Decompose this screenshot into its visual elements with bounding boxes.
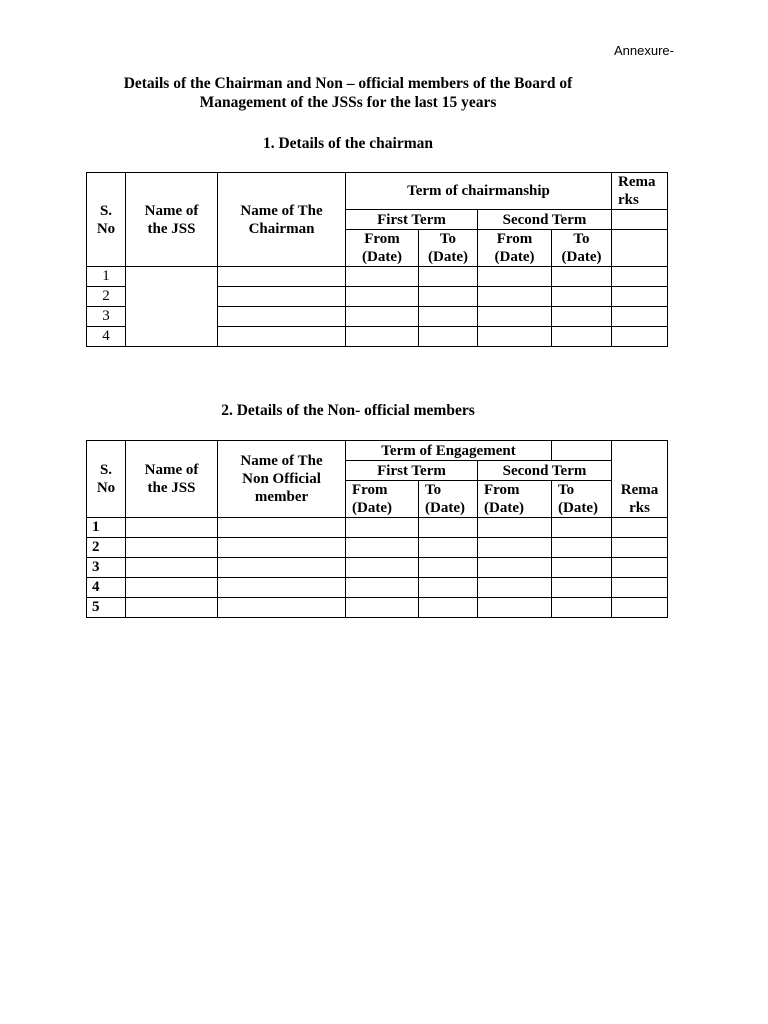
member-name-cell[interactable]	[218, 558, 346, 578]
document-title	[0, 74, 696, 112]
second-to-cell[interactable]	[552, 598, 612, 618]
first-term-header: First Term	[346, 210, 478, 230]
first-from-cell[interactable]	[346, 267, 419, 287]
remarks-cell[interactable]	[612, 558, 668, 578]
second-term-header: Second Term	[478, 210, 612, 230]
first-from-cell[interactable]	[346, 598, 419, 618]
annexure-label: Annexure-	[614, 43, 674, 58]
first-to-cell[interactable]	[419, 287, 478, 307]
section2-heading: 2. Details of the Non- official members	[221, 402, 475, 419]
first-to-cell[interactable]	[419, 538, 478, 558]
table-row	[87, 518, 668, 538]
second-from-header: From (Date)	[478, 230, 552, 267]
first-from-cell[interactable]	[346, 518, 419, 538]
second-to-cell[interactable]	[552, 518, 612, 538]
chairman-table	[86, 172, 668, 347]
remarks-blank-cell	[612, 230, 668, 267]
remarks-blank-cell	[612, 210, 668, 230]
sno-header: S. No	[87, 173, 126, 267]
second-to-cell[interactable]	[552, 578, 612, 598]
remarks-cell[interactable]	[612, 327, 668, 347]
chairman-name-cell[interactable]	[218, 267, 346, 287]
jss-name-cell[interactable]	[126, 267, 218, 347]
second-to-cell[interactable]	[552, 538, 612, 558]
first-to-cell[interactable]	[419, 327, 478, 347]
jss-name-cell[interactable]	[126, 598, 218, 618]
second-to-cell[interactable]	[552, 558, 612, 578]
term-header: Term of Engagement	[346, 441, 552, 461]
sno-cell: 4	[87, 327, 126, 347]
remarks-cell[interactable]	[612, 307, 668, 327]
remarks-header: Rema rks	[612, 173, 668, 210]
second-from-cell[interactable]	[478, 287, 552, 307]
jss-name-cell[interactable]	[126, 518, 218, 538]
remarks-cell[interactable]	[612, 267, 668, 287]
jss-name-header: Name of the JSS	[126, 441, 218, 518]
second-to-cell[interactable]	[552, 267, 612, 287]
first-from-cell[interactable]	[346, 287, 419, 307]
member-name-cell[interactable]	[218, 518, 346, 538]
second-to-cell[interactable]	[552, 307, 612, 327]
second-from-cell[interactable]	[478, 538, 552, 558]
first-from-cell[interactable]	[346, 578, 419, 598]
chairman-name-cell[interactable]	[218, 327, 346, 347]
table-row	[87, 558, 668, 578]
sno-cell: 1	[87, 267, 126, 287]
first-from-cell[interactable]	[346, 307, 419, 327]
document-title-line-2: Management of the JSSs for the last 15 years	[199, 94, 497, 111]
first-to-cell[interactable]	[419, 598, 478, 618]
first-from-cell[interactable]	[346, 558, 419, 578]
first-to-cell[interactable]	[419, 518, 478, 538]
jss-name-cell[interactable]	[126, 538, 218, 558]
non-official-members-table	[86, 440, 668, 618]
table-row	[87, 267, 668, 287]
remarks-cell[interactable]	[612, 598, 668, 618]
section1-heading: 1. Details of the chairman	[262, 135, 434, 152]
remarks-cell[interactable]	[612, 538, 668, 558]
table-row	[87, 538, 668, 558]
first-term-header: First Term	[346, 461, 478, 481]
sno-cell: 2	[87, 287, 126, 307]
second-from-cell[interactable]	[478, 518, 552, 538]
sno-cell: 3	[87, 307, 126, 327]
remarks-cell[interactable]	[612, 518, 668, 538]
sno-cell: 2	[87, 538, 126, 558]
second-from-cell[interactable]	[478, 307, 552, 327]
jss-name-cell[interactable]	[126, 578, 218, 598]
second-to-cell[interactable]	[552, 287, 612, 307]
first-from-cell[interactable]	[346, 327, 419, 347]
second-to-header: To (Date)	[552, 230, 612, 267]
members-header-row-1	[87, 441, 668, 461]
member-name-cell[interactable]	[218, 578, 346, 598]
second-from-header: From (Date)	[478, 481, 552, 518]
second-from-cell[interactable]	[478, 598, 552, 618]
member-name-header: Name of The Non Official member	[218, 441, 346, 518]
term-header: Term of chairmanship	[346, 173, 612, 210]
sno-cell: 3	[87, 558, 126, 578]
first-to-header: To (Date)	[419, 481, 478, 518]
chairman-header-row-1	[87, 173, 668, 210]
member-name-cell[interactable]	[218, 538, 346, 558]
table-row	[87, 598, 668, 618]
first-to-cell[interactable]	[419, 558, 478, 578]
chairman-name-cell[interactable]	[218, 287, 346, 307]
second-from-cell[interactable]	[478, 558, 552, 578]
first-to-cell[interactable]	[419, 578, 478, 598]
sno-cell: 1	[87, 518, 126, 538]
remarks-cell[interactable]	[612, 578, 668, 598]
second-from-cell[interactable]	[478, 327, 552, 347]
sno-cell: 4	[87, 578, 126, 598]
first-to-header: To (Date)	[419, 230, 478, 267]
sno-header: S. No	[87, 441, 126, 518]
member-name-cell[interactable]	[218, 598, 346, 618]
second-to-cell[interactable]	[552, 327, 612, 347]
chairman-name-header: Name of The Chairman	[218, 173, 346, 267]
second-term-header: Second Term	[478, 461, 612, 481]
sno-cell: 5	[87, 598, 126, 618]
first-to-cell[interactable]	[419, 267, 478, 287]
remarks-header: Rema rks	[612, 441, 668, 518]
jss-name-header: Name of the JSS	[126, 173, 218, 267]
term-blank-cell	[552, 441, 612, 461]
jss-name-cell[interactable]	[126, 558, 218, 578]
chairman-name-cell[interactable]	[218, 307, 346, 327]
first-from-cell[interactable]	[346, 538, 419, 558]
first-to-cell[interactable]	[419, 307, 478, 327]
second-from-cell[interactable]	[478, 578, 552, 598]
second-from-cell[interactable]	[478, 267, 552, 287]
remarks-cell[interactable]	[612, 287, 668, 307]
first-from-header: From (Date)	[346, 481, 419, 518]
second-to-header: To (Date)	[552, 481, 612, 518]
table-row	[87, 578, 668, 598]
first-from-header: From (Date)	[346, 230, 419, 267]
document-title-line-1: Details of the Chairman and Non – official members of the Board of	[123, 75, 573, 92]
